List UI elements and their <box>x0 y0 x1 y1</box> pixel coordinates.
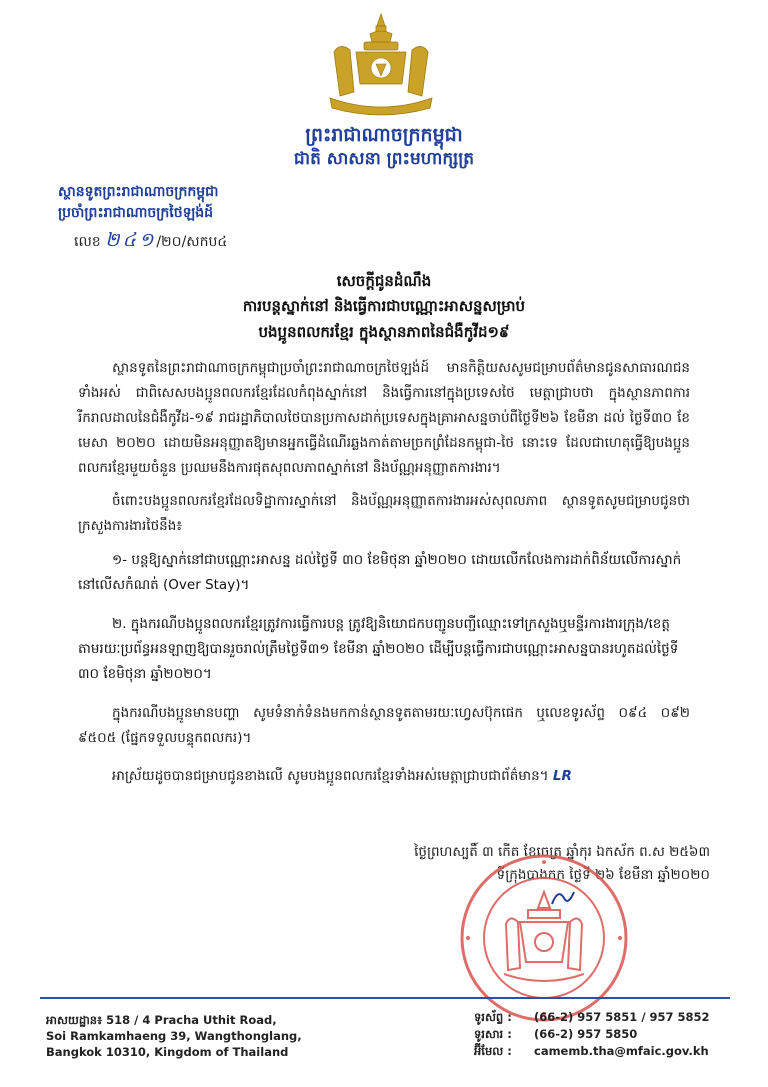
address-line-1: 518 / 4 Pracha Uthit Road, <box>106 1013 277 1027</box>
notice-title: សេចក្តីជូនដំណឹង <box>336 272 432 290</box>
footer-contact <box>474 1009 710 1060</box>
closing-text: អាស្រ័យដូចបានជម្រាបជូនខាងលើ សូមបងប្អូនពលករខ្មែរទាំងអស់មេត្តាជ្រាបជាព័ត៌មាន។ <box>112 768 549 784</box>
phone-label: ទូរស័ព្ទ : <box>474 1010 512 1024</box>
body-paragraph-3: ក្នុងករណីបងប្អូនមានបញ្ហា សូមទំនាក់ទំនងមកកាន់ស្ថានទូតតាមរយៈហ្វេសប៊ុកផេក ឬលេខទូរស័ព្ទ ០៩៤ ០៩២ ៩៥០៥ (ផ្នែកទទួលបន្ទុកពលករ)។ <box>78 705 690 746</box>
fax-label: ទូរសារ : <box>474 1027 512 1041</box>
embassy-name-line2: ប្រចាំព្រះរាជាណាចក្រថៃឡង់ដ៍ <box>58 205 214 221</box>
phone-value: (66-2) 957 5851 / 957 5852 <box>534 1010 710 1024</box>
ref-prefix: លេខ <box>74 234 101 250</box>
address-line-3: Bangkok 10310, Kingdom of Thailand <box>46 1045 289 1059</box>
royal-crest-emblem <box>326 12 436 120</box>
address-label: អាសយដ្ឋាន៖ <box>46 1013 103 1027</box>
footer-divider <box>40 997 730 999</box>
ref-number-handwritten: ២៤១ <box>105 229 157 251</box>
address-line-2: Soi Ramkamhaeng 39, Wangthonglang, <box>46 1029 302 1043</box>
list-item-2: ២. ក្នុងករណីបងប្អូនពលករខ្មែរត្រូវការធ្វើការបន្ត ត្រូវឱ្យនិយោជកបញ្ជូនបញ្ជីឈ្មោះទៅក្រសួងឬមន្ទីរការងារក្រុង/ខេត្ត តាមរយៈប្រព័ន្ធអនឡាញឱ្យបានរួចរាល់ត្រឹមថ្ងៃទី៣១ ខែមីនា ឆ្នាំ២០២០ ដើម្បីបន្តធ្វើការជាបណ្ណោះអាសន្នបានរហូតដល់ថ្ងៃទី ៣០ ខែមិថុនា ឆ្នាំ២០២០។ <box>78 616 679 682</box>
handwritten-initials: LR <box>552 768 572 784</box>
footer-address <box>46 1012 302 1060</box>
embassy-name-line1: ស្ថានទូតព្រះរាជាណាចក្រកម្ពុជា <box>58 184 219 200</box>
solar-date: ទីក្រុងបាងកក ថ្ងៃទី ២៦ ខែមីនា ឆ្នាំ២០២០ <box>496 867 710 883</box>
email-label: អ៊ីមែល : <box>474 1044 512 1058</box>
fax-value: (66-2) 957 5850 <box>534 1027 638 1041</box>
ref-suffix: /២០/សកប៤ <box>156 234 228 250</box>
body-paragraph-1: ស្ថានទូតនៃព្រះរាជាណាចក្រកម្ពុជាប្រចាំព្រះរាជាណាចក្រថៃឡង់ដ៍ មានកិត្តិយសសូមជម្រាបព័ត៌មានជូនសាធារណជនទាំងអស់ ជាពិសេសបងប្អូនពលករខ្មែរដែលកំពុងស្នាក់នៅ និងធ្វើការនៅក្នុងប្រទេសថៃ មេត្តាជ្រាបថា ក្នុងស្ថានភាពការរីករាលដាលនៃជំងឺកូវីដ-១៩ រាជរដ្ឋាភិបាលថៃបានប្រកាសដាក់ប្រទេសក្នុងគ្រាអាសន្នចាប់ពីថ្ងៃទី២៦ ខែមីនា ដល់ ថ្ងៃទី៣០ ខែមេសា ២០២០ ដោយមិនអនុញ្ញាតឱ្យមានអ្នកធ្វើដំណើរឆ្លងកាត់តាមច្រកព្រំដែនកម្ពុជា-ថៃ នោះទេ ដែលជាហេតុធ្វើឱ្យបងប្អូនពលករខ្មែរមួយចំនួន ប្រឈមនឹងការផុតសុពលភាពស្នាក់នៅ និងប័ណ្ណអនុញ្ញាតការងារ។ <box>78 360 690 476</box>
kingdom-title: ព្រះរាជាណាចក្រកម្ពុជា <box>305 124 463 146</box>
email-value[interactable]: camemb.tha@mfaic.gov.kh <box>534 1044 709 1058</box>
national-motto: ជាតិ សាសនា ព្រះមហាក្សត្រ <box>293 149 475 169</box>
body-paragraph-2: ចំពោះបងប្អូនពលករខ្មែរដែលទិដ្ឋាការស្នាក់នៅ និងប័ណ្ណអនុញ្ញាតការងារអស់សុពលភាព ស្ថានទូតសូមជម្រាបជូនថា ក្រសួងការងារថៃនឹង៖ <box>78 493 690 534</box>
signature-mark <box>548 884 578 914</box>
list-item-1: ១- បន្តឱ្យស្នាក់នៅជាបណ្ណោះអាសន្ន ដល់ថ្ងៃទី ៣០ ខែមិថុនា ឆ្នាំ២០២០ ដោយលើកលែងការដាក់ពិន័យលើការស្នាក់នៅលើសកំណត់ (Over Stay)។ <box>78 552 682 593</box>
reference-number <box>74 228 227 256</box>
notice-subtitle-line1: ការបន្តស្នាក់នៅ និងធ្វើការជាបណ្ណោះអាសន្នសម្រាប់ <box>242 297 526 315</box>
body-paragraph-4 <box>78 764 690 789</box>
notice-subtitle-line2: បងប្អូនពលករខ្មែរ ក្នុងស្ថានភាពនៃជំងឺកូវីដ១៩ <box>258 323 510 341</box>
lunar-date: ថ្ងៃព្រហស្បតិ៍ ៣ កើត ខែចេត្រ ឆ្នាំកុរ ឯកស័ក ព.ស ២៥៦៣ <box>414 844 710 860</box>
